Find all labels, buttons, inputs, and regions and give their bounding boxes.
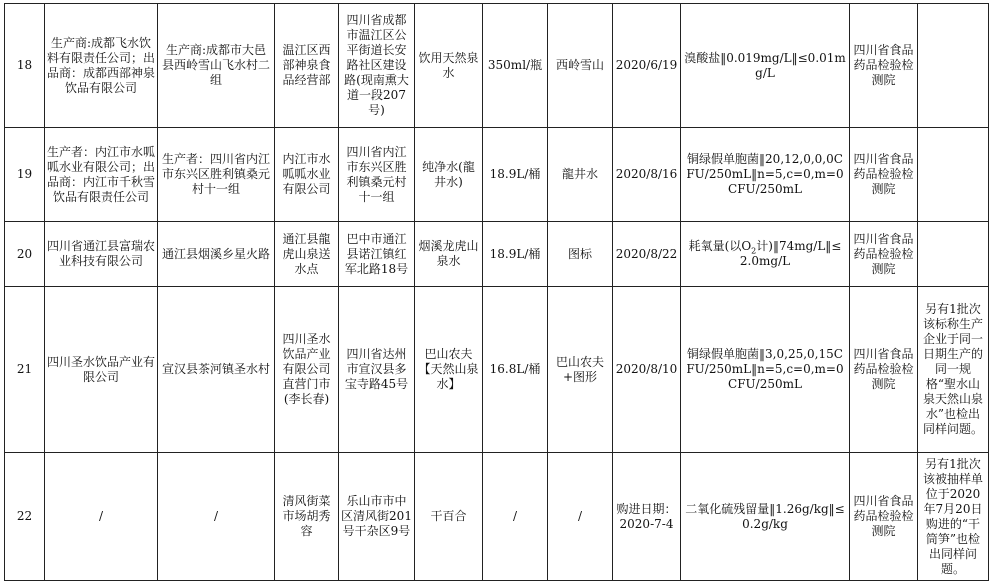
failed-item: 溴酸盐‖0.019mg/L‖≤0.01mg/L	[681, 4, 850, 128]
product-spec: 18.9L/桶	[483, 222, 548, 287]
product-name: 烟溪龙虎山泉水	[415, 222, 483, 287]
producer-name: 四川省通江县富瑞农业科技有限公司	[45, 222, 158, 287]
sampled-unit: 四川圣水饮品产业有限公司直营门市(李长春)	[275, 287, 339, 453]
remark: 另有1批次该被抽样单位于2020年7月20日购进的“干筒笋”也检出同样问题。	[918, 453, 989, 581]
failed-item: 铜绿假单胞菌‖3,0,25,0,15CFU/250mL‖n=5,c=0,m=0CFU/250mL	[681, 287, 850, 453]
inspection-agency: 四川省食品药品检验检测院	[850, 4, 918, 128]
table-row	[5, 4, 989, 128]
remark	[918, 222, 989, 287]
failed-item: 二氧化硫残留量‖1.26g/kg‖≤0.2g/kg	[681, 453, 850, 581]
sampled-address: 巴中市通江县诺江镇红军北路18号	[339, 222, 415, 287]
sampled-unit: 通江县龍虎山泉送水点	[275, 222, 339, 287]
sampled-address: 乐山市市中区清风街201号干杂区9号	[339, 453, 415, 581]
production-date: 2020/8/16	[613, 128, 681, 222]
producer-address: 宣汉县茶河镇圣水村	[158, 287, 275, 453]
producer-address: 生产商:成都市大邑县西岭雪山飞水村二组	[158, 4, 275, 128]
production-date: 购进日期：2020-7-4	[613, 453, 681, 581]
product-name: 饮用天然泉水	[415, 4, 483, 128]
sampling-results-table	[4, 3, 989, 581]
product-spec: 350ml/瓶	[483, 4, 548, 128]
sampled-unit: 清风街菜市场胡秀容	[275, 453, 339, 581]
producer-name: /	[45, 453, 158, 581]
production-date: 2020/8/10	[613, 287, 681, 453]
product-name: 巴山农夫【天然山泉水】	[415, 287, 483, 453]
table-row	[5, 453, 989, 581]
row-number: 21	[5, 287, 45, 453]
table-row	[5, 128, 989, 222]
inspection-agency: 四川省食品药品检验检测院	[850, 128, 918, 222]
row-number: 18	[5, 4, 45, 128]
brand: 西岭雪山	[548, 4, 613, 128]
product-spec: 16.8L/桶	[483, 287, 548, 453]
producer-name: 四川圣水饮品产业有限公司	[45, 287, 158, 453]
row-number: 19	[5, 128, 45, 222]
row-number: 20	[5, 222, 45, 287]
product-spec: 18.9L/桶	[483, 128, 548, 222]
product-spec: /	[483, 453, 548, 581]
product-name: 纯净水(龍井水)	[415, 128, 483, 222]
sampled-unit: 温江区西部神泉食品经营部	[275, 4, 339, 128]
remark	[918, 4, 989, 128]
failed-item	[681, 222, 850, 287]
table-row	[5, 222, 989, 287]
inspection-agency: 四川省食品药品检验检测院	[850, 453, 918, 581]
producer-name: 生产商:成都飞水饮料有限责任公司；出品商：成都西部神泉饮品有限公司	[45, 4, 158, 128]
product-name: 干百合	[415, 453, 483, 581]
producer-address: 通江县烟溪乡星火路	[158, 222, 275, 287]
sampled-unit: 内江市水呱呱水业有限公司	[275, 128, 339, 222]
sampled-address: 四川省内江市东兴区胜利镇桑元村十一组	[339, 128, 415, 222]
production-date: 2020/8/22	[613, 222, 681, 287]
failed-item-text: 耗氧量(以O	[688, 239, 752, 253]
brand: 巴山农夫+图形	[548, 287, 613, 453]
producer-name: 生产者：内江市水呱呱水业有限公司；出品商：内江市千秋雪饮品有限责任公司	[45, 128, 158, 222]
production-date: 2020/6/19	[613, 4, 681, 128]
brand: 图标	[548, 222, 613, 287]
table-row	[5, 287, 989, 453]
producer-address: 生产者：四川省内江市东兴区胜利镇桑元村十一组	[158, 128, 275, 222]
sampled-address: 四川省达州市宣汉县多宝寺路45号	[339, 287, 415, 453]
inspection-agency: 四川省食品药品检验检测院	[850, 222, 918, 287]
sampled-address: 四川省成都市温江区公平街道长安路社区建设路(现南熏大道一段207号)	[339, 4, 415, 128]
failed-item: 铜绿假单胞菌‖20,12,0,0,0CFU/250mL‖n=5,c=0,m=0CFU/250mL	[681, 128, 850, 222]
inspection-agency: 四川省食品药品检验检测院	[850, 287, 918, 453]
failed-item-text-end: 计)‖74mg/L‖≤2.0mg/L	[739, 239, 842, 268]
brand: /	[548, 453, 613, 581]
failed-item-subscript: 2	[751, 246, 757, 256]
producer-address: /	[158, 453, 275, 581]
brand: 龍井水	[548, 128, 613, 222]
remark	[918, 128, 989, 222]
remark: 另有1批次该标称生产企业于同一日期生产的同一规格“聖水山泉天然山泉水”也检出同样问题。	[918, 287, 989, 453]
row-number: 22	[5, 453, 45, 581]
